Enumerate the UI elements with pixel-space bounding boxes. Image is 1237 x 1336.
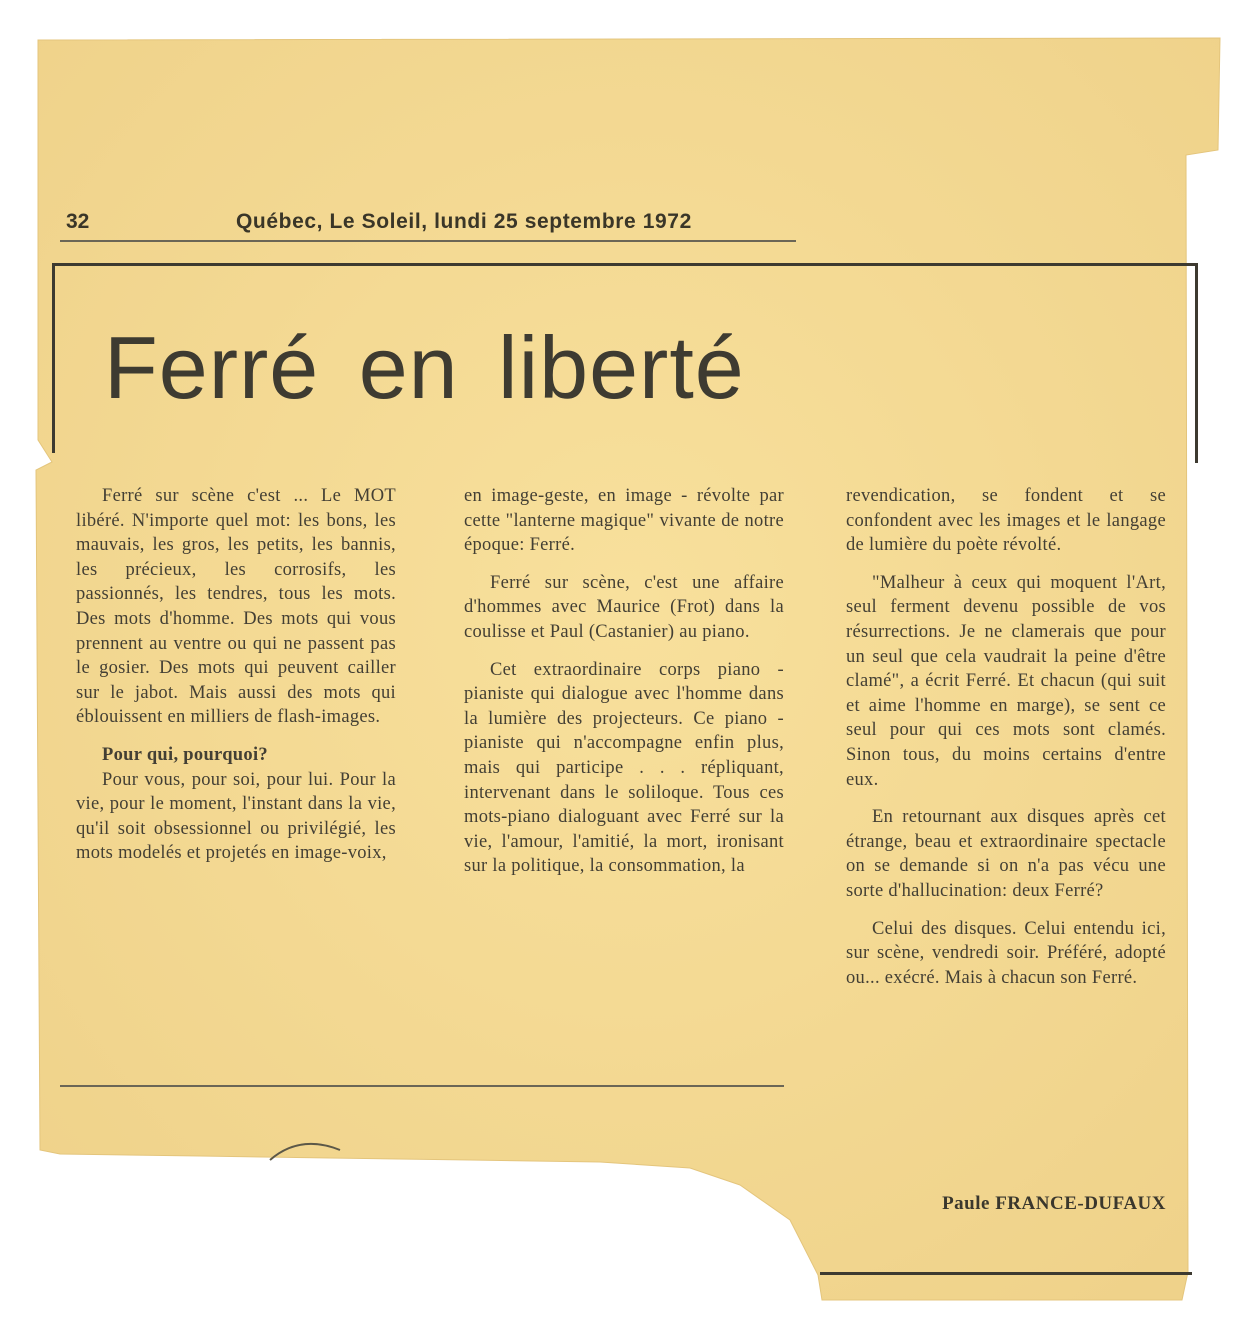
bottom-rule-right xyxy=(820,1272,1192,1275)
column-3 xyxy=(846,484,1166,1003)
article-title: Ferré en liberté xyxy=(104,318,745,417)
paragraph: "Malheur à ceux qui moquent l'Art, seul ferment devenu possible de vos résurrections. Je ne clamerais que pour un seul que cela vaudrait la peine d'être clamé", a écrit Ferré. Et chacun (qui suit et aime l'homme en marge), se sent ce seul pour qui ces mots sont clamés. Sinon tous, du moins certains d'entre eux. xyxy=(846,572,1166,790)
frame-top-rule xyxy=(52,263,1198,266)
paragraph: Cet extraordinaire corps piano - pianiste qui dialogue avec l'homme dans la lumière des projecteurs. Ce piano - pianiste qui n'accompagne enfin plus, mais qui participe . . . répliquant, intervenant dans le soliloque. Tous ces mots-piano dialoguant avec Ferré sur la vie, l'amour, l'amitié, la mort, ironisant sur la politique, la consommation, la xyxy=(464,659,784,877)
page-number: 32 xyxy=(66,210,90,233)
page-header xyxy=(66,210,796,242)
column-2 xyxy=(464,484,784,892)
paragraph: Ferré sur scène, c'est une affaire d'hommes avec Maurice (Frot) dans la coulisse et Paul (Castanier) au piano. xyxy=(464,572,784,642)
paragraph: En retournant aux disques après cet étrange, beau et extraordinaire spectacle on se demande si on n'a pas vécu une sorte d'hallucination: deux Ferré? xyxy=(846,807,1166,901)
paragraph: Ferré sur scène c'est ... Le MOT libéré. N'importe quel mot: les bons, les mauvais, les gros, les petits, les bannis, les précieux, les corrosifs, les passionnés, les tendres, tous les mots. Des mots d'homme. Des mots qui vous prennent au ventre ou qui ne passent pas le gosier. Des mots qui peuvent cailler sur le jabot. Mais aussi des mots qui éblouissent en milliers de flash-images. xyxy=(76,486,396,728)
paragraph: Pour vous, pour soi, pour lui. Pour la vie, pour le moment, l'instant dans la vie, qu'il soit obsessionnel ou privilégié, les mots modelés et projetés en image-voix, xyxy=(76,769,396,864)
frame-right-rule xyxy=(1195,263,1198,463)
subheading: Pour qui, pourquoi? xyxy=(102,744,268,765)
header-rule xyxy=(60,240,796,242)
author-signature: Paule FRANCE-DUFAUX xyxy=(942,1193,1166,1214)
bottom-rule xyxy=(60,1085,784,1087)
paragraph: en image-geste, en image - révolte par cette "lanterne magique" vivante de notre époque: Ferré. xyxy=(464,486,784,556)
dateline: Québec, Le Soleil, lundi 25 septembre 1972 xyxy=(236,210,692,233)
frame-left-rule xyxy=(52,263,55,453)
paragraph: Celui des disques. Celui entendu ici, sur scène, vendredi soir. Préféré, adopté ou... exécré. Mais à chacun son Ferré. xyxy=(846,918,1166,988)
column-1 xyxy=(76,484,396,879)
paragraph: revendication, se fondent et se confondent avec les images et le langage de lumière du poète révolté. xyxy=(846,486,1166,556)
